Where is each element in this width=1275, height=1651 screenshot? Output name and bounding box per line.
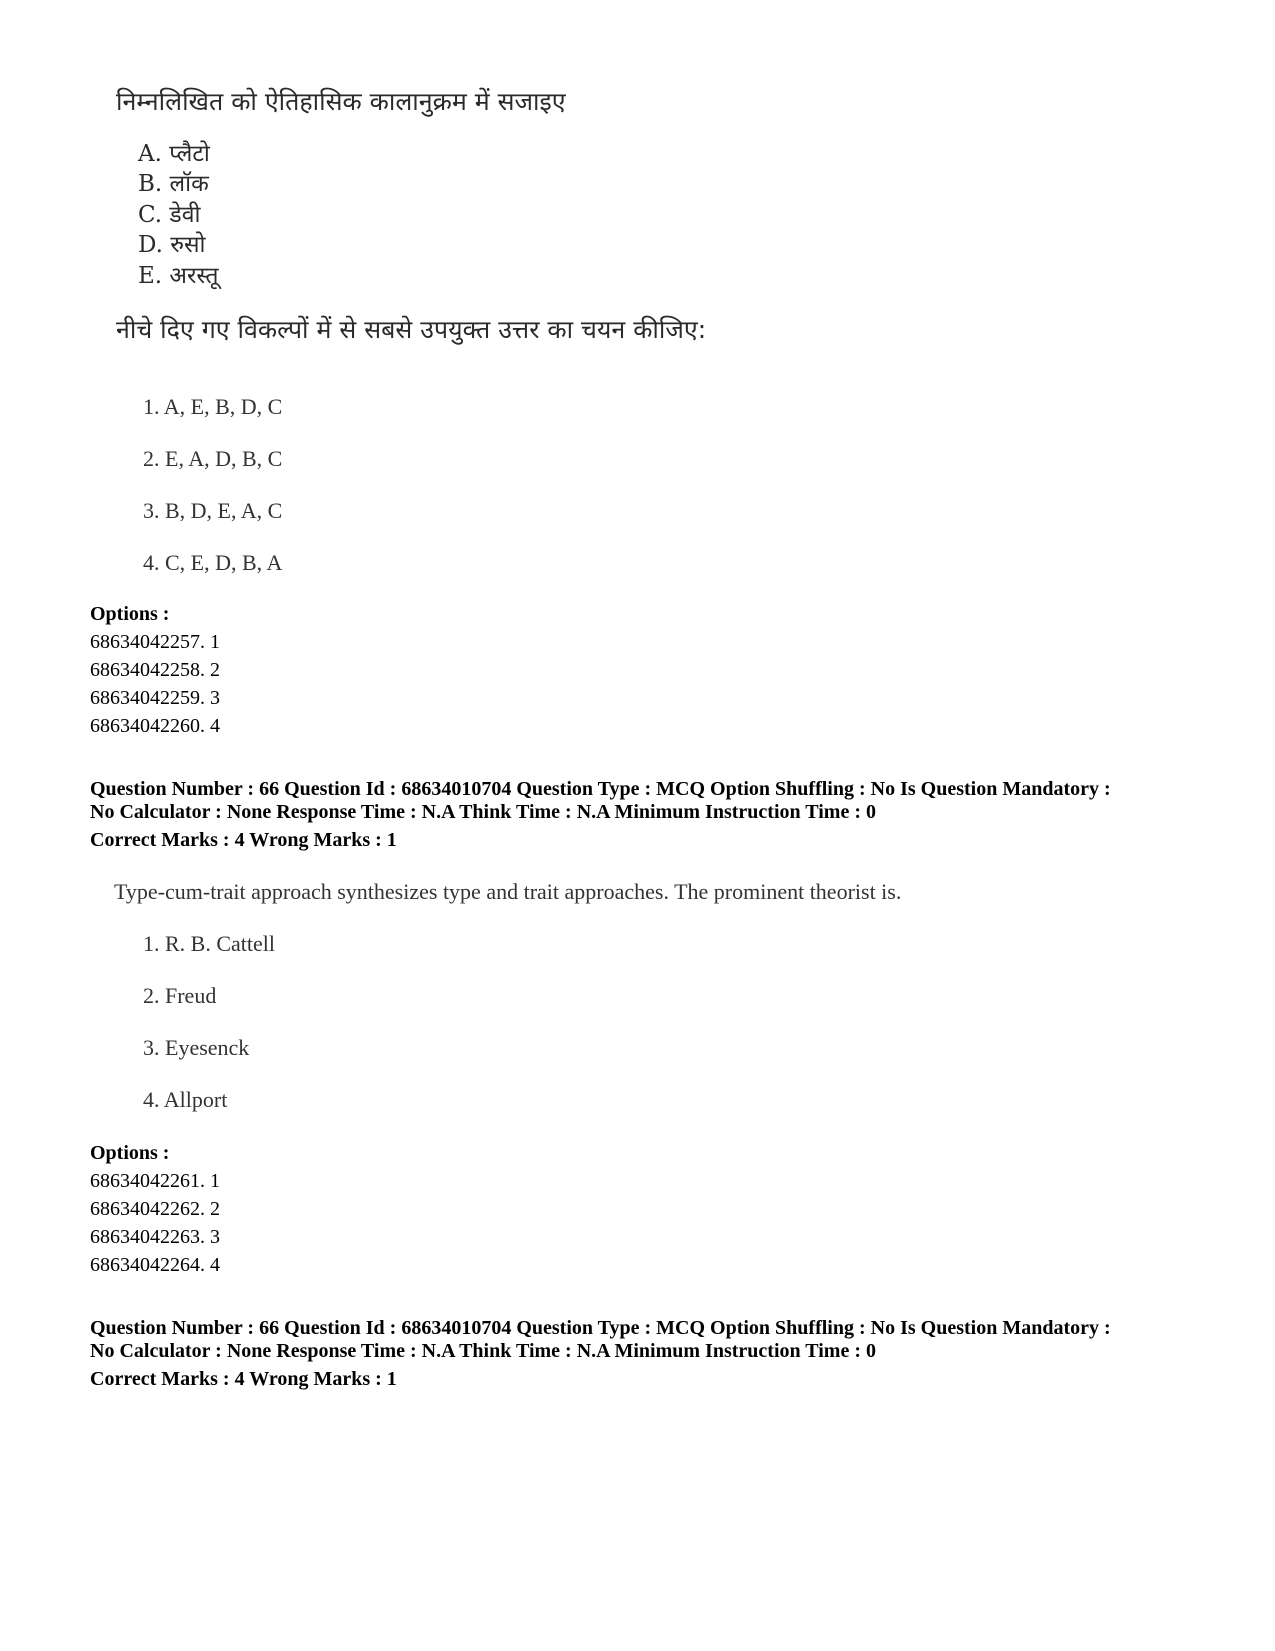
option-id: 68634042261. 1	[90, 1170, 220, 1192]
choice-1: 1. R. B. Cattell	[143, 931, 275, 956]
question-meta-line1: Question Number : 66 Question Id : 68634010704 Question Type : MCQ Option Shuffling : No Is Question Mandatory :	[90, 1317, 1111, 1339]
question-hindi: निम्नलिखित को ऐतिहासिक कालानुक्रम में सजाइए	[116, 87, 566, 116]
option-id: 68634042262. 2	[90, 1198, 220, 1220]
choice-1: 1. A, E, B, D, C	[143, 394, 283, 419]
marks-line: Correct Marks : 4 Wrong Marks : 1	[90, 1368, 397, 1390]
item-b: B. लॉक	[138, 171, 209, 197]
item-e: E. अरस्तू	[138, 263, 219, 289]
option-id: 68634042258. 2	[90, 659, 220, 681]
question-meta-line2: No Calculator : None Response Time : N.A Think Time : N.A Minimum Instruction Time : 0	[90, 1340, 876, 1362]
item-d: D. रुसो	[138, 232, 206, 258]
option-id: 68634042260. 4	[90, 715, 220, 737]
item-a: A. प्लैटो	[138, 141, 210, 167]
choice-2: 2. Freud	[143, 983, 217, 1008]
choice-2: 2. E, A, D, B, C	[143, 446, 283, 471]
option-id: 68634042263. 3	[90, 1226, 220, 1248]
choice-4: 4. Allport	[143, 1087, 228, 1112]
choice-4: 4. C, E, D, B, A	[143, 550, 283, 575]
item-c: C. डेवी	[138, 202, 201, 228]
question-english: Type-cum-trait approach synthesizes type and trait approaches. The prominent theorist is.	[114, 879, 902, 904]
question-meta-line2: No Calculator : None Response Time : N.A Think Time : N.A Minimum Instruction Time : 0	[90, 801, 876, 823]
choice-3: 3. Eyesenck	[143, 1035, 250, 1060]
option-id: 68634042264. 4	[90, 1254, 220, 1276]
marks-line: Correct Marks : 4 Wrong Marks : 1	[90, 829, 397, 851]
options-heading: Options :	[90, 1142, 170, 1164]
option-id: 68634042259. 3	[90, 687, 220, 709]
choice-3: 3. B, D, E, A, C	[143, 498, 283, 523]
options-heading: Options :	[90, 603, 170, 625]
option-id: 68634042257. 1	[90, 631, 220, 653]
question-meta-line1: Question Number : 66 Question Id : 68634010704 Question Type : MCQ Option Shuffling : No Is Question Mandatory :	[90, 778, 1111, 800]
instruction-hindi: नीचे दिए गए विकल्पों में से सबसे उपयुक्त उत्तर का चयन कीजिए:	[116, 315, 707, 344]
